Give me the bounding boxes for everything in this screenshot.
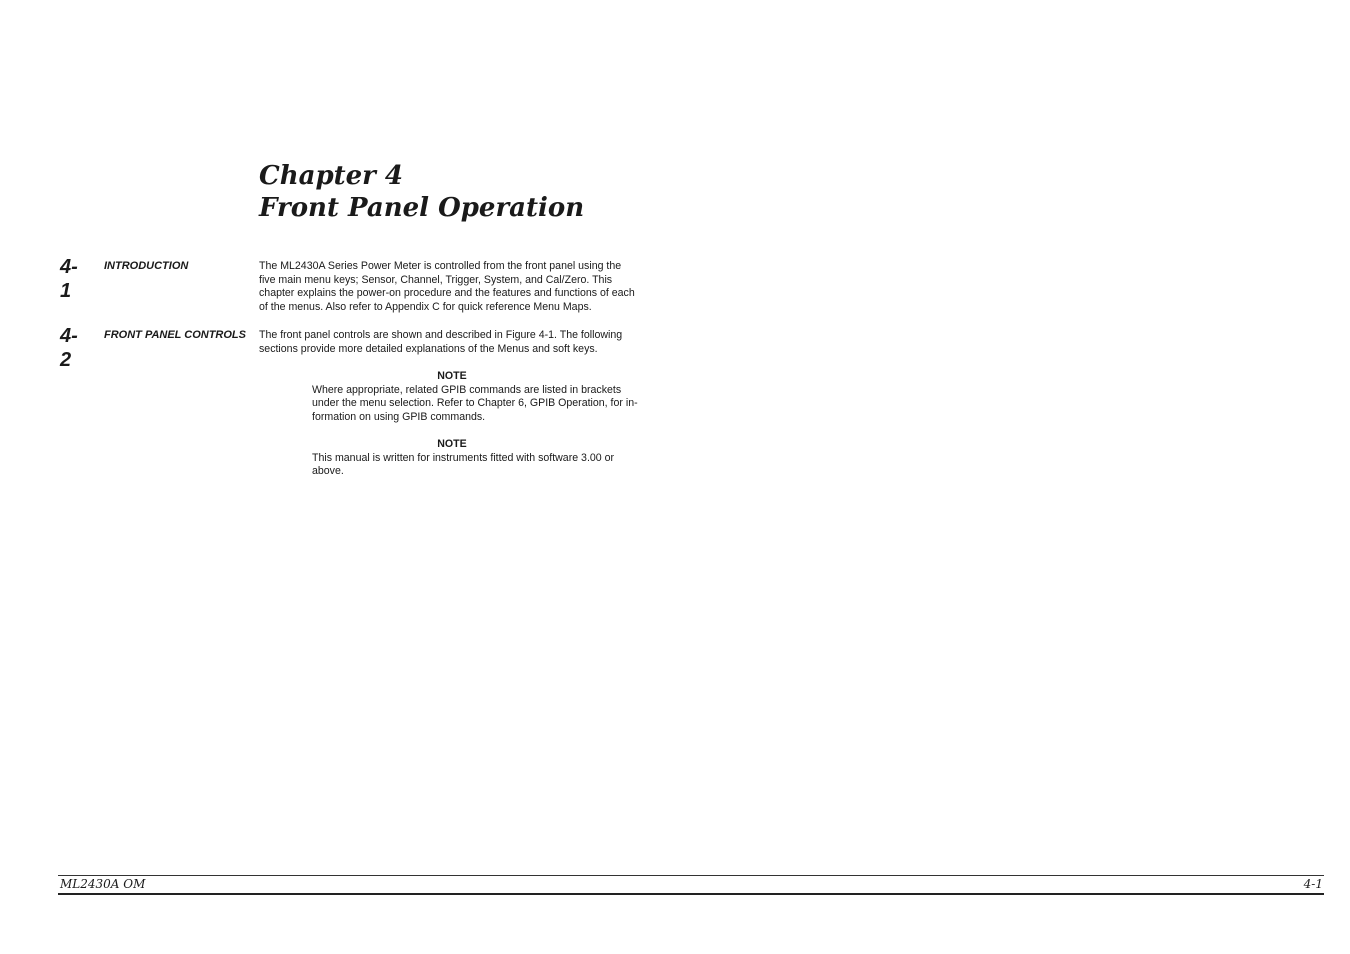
note-software [312, 438, 667, 479]
chapter-name: Front Panel Operation [259, 193, 585, 223]
body-line: The front panel controls are shown and described in Figure 4-1. The following [259, 329, 623, 341]
section-body [259, 260, 669, 314]
body-line: sections provide more detailed explanations of the Menus and soft keys. [259, 342, 598, 355]
body-line: The ML2430A Series Power Meter is controlled from the front panel using the [259, 260, 622, 272]
note-line: above. [312, 465, 344, 477]
chapter-number: Chapter 4 [259, 161, 404, 191]
body-line: chapter explains the power-on procedure and the features and functions of each [259, 287, 635, 299]
note-gpib [312, 370, 667, 424]
section-number: 4-2 [60, 325, 78, 371]
note-line: formation on using GPIB commands. [312, 410, 486, 423]
note-line: Where appropriate, related GPIB commands are listed in brackets [312, 383, 622, 396]
footer-rule-top [58, 875, 1324, 876]
footer-manual-name: ML2430A OM [60, 877, 146, 891]
footer-page-number: 4-1 [1303, 877, 1323, 891]
note-heading: NOTE [437, 370, 467, 382]
footer-rule-bottom [58, 893, 1324, 895]
body-line: of the menus. Also refer to Appendix C for quick reference Menu Maps. [259, 300, 592, 313]
section-heading: FRONT PANEL CONTROLS [104, 329, 246, 341]
note-line: This manual is written for instruments fitted with software 3.00 or [312, 451, 615, 464]
section-heading: INTRODUCTION [104, 260, 189, 272]
section-body [259, 329, 669, 356]
note-heading: NOTE [437, 438, 467, 450]
section-number: 4-1 [60, 256, 78, 302]
note-line: under the menu selection. Refer to Chapter 6, GPIB Operation, for in- [312, 397, 638, 409]
body-line: five main menu keys; Sensor, Channel, Trigger, System, and Cal/Zero. This [259, 273, 613, 286]
chapter-title [259, 160, 584, 224]
